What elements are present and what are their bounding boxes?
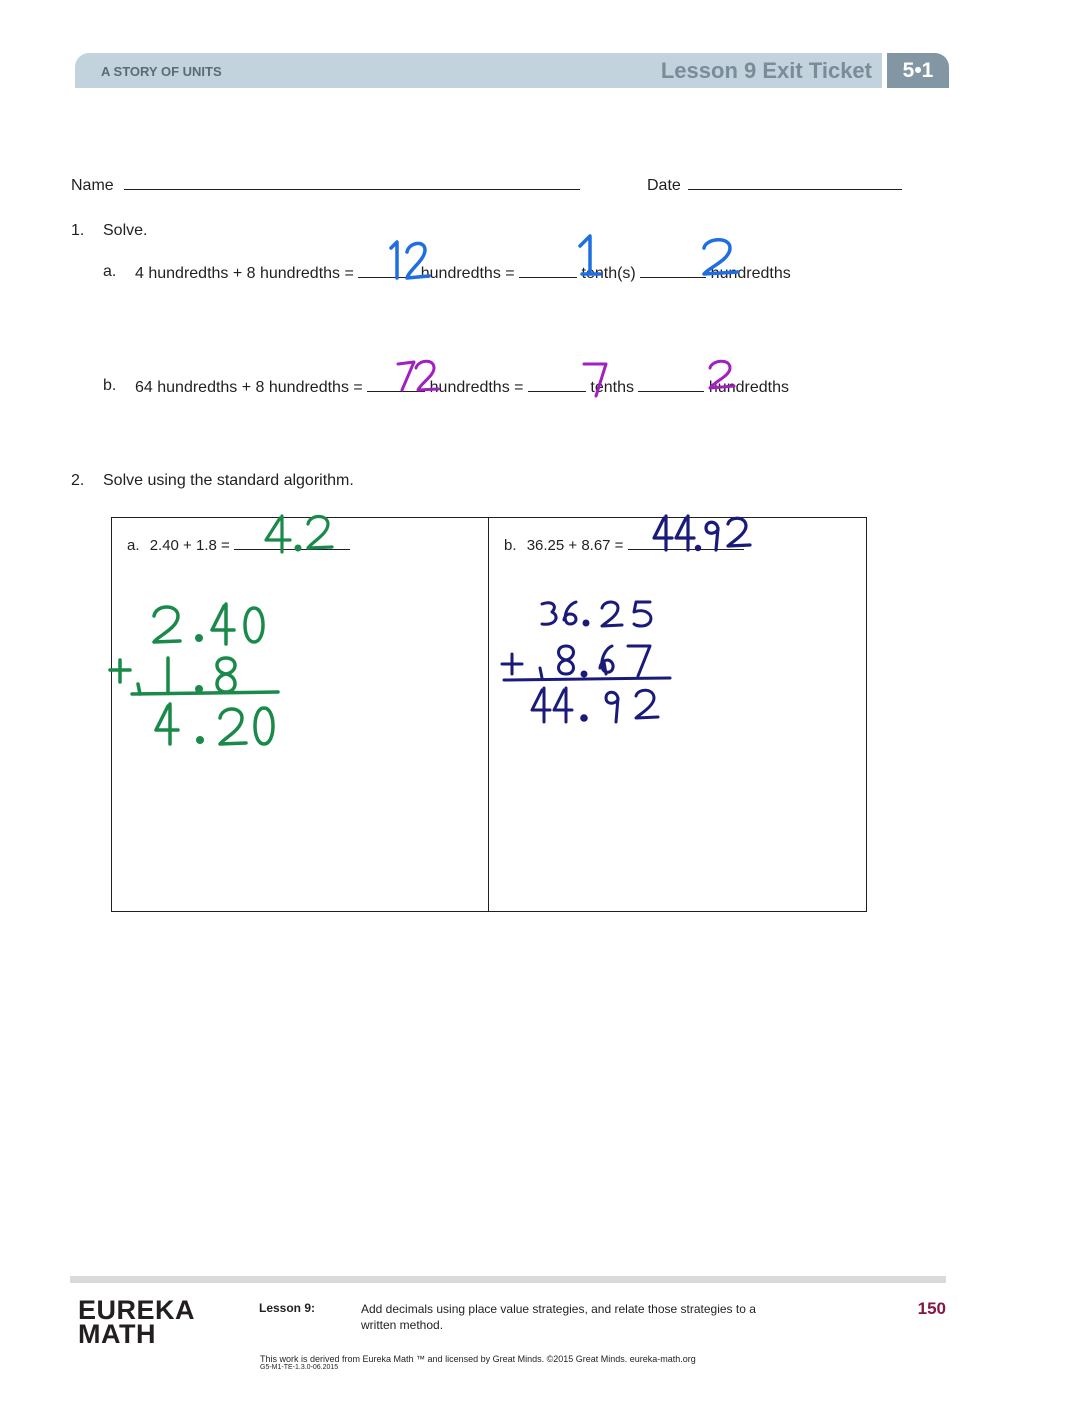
problem1b-row — [135, 377, 789, 397]
problem2-instruction: Solve using the standard algorithm. — [103, 472, 354, 489]
problem2b-letter: b. — [504, 537, 517, 554]
problem1b-expr: 64 hundredths + 8 hundredths = — [135, 379, 363, 396]
problem1a-row — [135, 263, 791, 283]
handwritten-work-2b — [498, 596, 678, 726]
handwritten-work-2a — [108, 596, 288, 756]
date-label: Date — [647, 177, 681, 194]
problem1b-blank2[interactable] — [528, 377, 586, 392]
name-field — [71, 175, 580, 195]
series-name: A STORY OF UNITS — [101, 64, 222, 79]
problem1-number: 1. — [71, 222, 85, 239]
problem1-instruction: Solve. — [103, 222, 148, 239]
problem1b-unit2: tenths — [590, 379, 634, 396]
problem1b-unit1: hundredths = — [429, 379, 524, 396]
name-blank[interactable] — [124, 175, 580, 190]
handwritten-answer-1b-3 — [706, 358, 738, 392]
footer-lesson-label: Lesson 9: — [259, 1301, 316, 1315]
handwritten-answer-1a-3 — [700, 236, 744, 282]
lesson-title: Lesson 9 Exit Ticket — [660, 58, 872, 83]
handwritten-answer-1a-2 — [570, 232, 610, 282]
handwritten-answer-1b-2 — [580, 358, 612, 400]
name-label: Name — [71, 177, 114, 194]
work-table-divider — [488, 517, 489, 911]
problem1a-unit3: hundredths — [710, 265, 791, 282]
problem1a-letter: a. — [103, 263, 117, 280]
date-blank[interactable] — [688, 175, 902, 190]
license-text: This work is derived from Eureka Math ™ and licensed by Great Minds. ©2015 Great Minds. eureka-math.org — [260, 1354, 696, 1364]
problem2-number: 2. — [71, 472, 85, 489]
grade-badge: 5•1 — [887, 53, 949, 88]
handwritten-answer-2b — [652, 514, 752, 554]
document-code: G5-M1-TE-1.3.0-06.2015 — [260, 1364, 339, 1371]
problem1a-expr: 4 hundredths + 8 hundredths = — [135, 265, 354, 282]
problem1a-unit1: hundredths = — [420, 265, 515, 282]
problem1a-unit2: tenth(s) — [581, 265, 636, 282]
handwritten-answer-1a-1 — [385, 236, 445, 284]
handwritten-answer-1b-1 — [394, 356, 444, 396]
handwritten-answer-2a — [262, 512, 338, 556]
problem1b-letter: b. — [103, 377, 117, 394]
problem2a-expr: 2.40 + 1.8 = — [149, 537, 230, 554]
footer-rule — [70, 1276, 946, 1283]
date-field — [647, 175, 902, 195]
footer-lesson-description: Add decimals using place value strategies, and relate those strategies to a written method. — [361, 1302, 756, 1332]
problem2a-letter: a. — [127, 537, 140, 554]
problem1a-blank3[interactable] — [640, 263, 706, 278]
problem2b-expr: 36.25 + 8.67 = — [526, 537, 624, 554]
page-number: 150 — [917, 1299, 946, 1318]
eureka-math-logo-line2: MATH — [78, 1319, 156, 1349]
problem1b-unit3: hundredths — [708, 379, 789, 396]
problem1b-blank3[interactable] — [638, 377, 704, 392]
problem1a-blank2[interactable] — [519, 263, 577, 278]
eureka-math-logo-line1: EUREKA — [78, 1295, 196, 1325]
